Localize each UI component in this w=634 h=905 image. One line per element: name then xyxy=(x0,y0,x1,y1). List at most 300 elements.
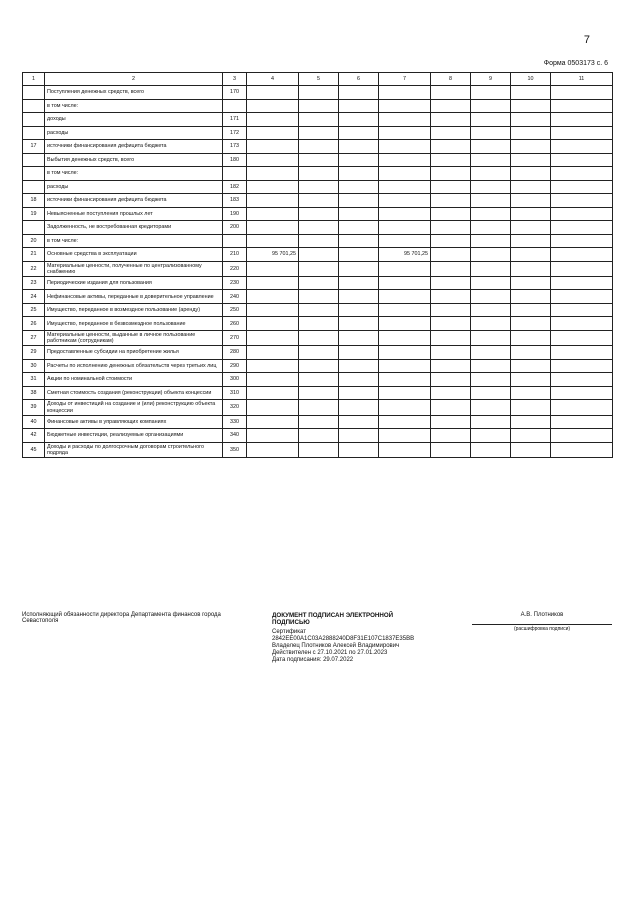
col5-value xyxy=(299,180,339,194)
col6-value xyxy=(339,140,379,154)
table-row xyxy=(23,207,613,221)
col10-value xyxy=(511,140,551,154)
col6-value xyxy=(339,429,379,443)
col4-value xyxy=(247,386,299,400)
col9-value xyxy=(471,126,511,140)
row-code: 280 xyxy=(223,346,247,360)
col6-value xyxy=(339,194,379,208)
row-name: Финансовые активы в управляющих компаниях xyxy=(45,415,223,429)
col11-value xyxy=(551,303,613,317)
col9-value xyxy=(471,234,511,248)
col10-value xyxy=(511,442,551,457)
col4-value xyxy=(247,99,299,113)
row-name: Имущество, переданное в возмездное пользование (аренду) xyxy=(45,303,223,317)
row-name: Имущество, переданное в безвозмездное пользование xyxy=(45,317,223,331)
row-number: 27 xyxy=(23,330,45,345)
row-code: 260 xyxy=(223,317,247,331)
column-header-11: 11 xyxy=(551,73,613,86)
col7-value xyxy=(379,290,431,304)
col10-value xyxy=(511,276,551,290)
table-row xyxy=(23,261,613,276)
col6-value xyxy=(339,359,379,373)
row-name: Задолженность, не востребованная кредиторами xyxy=(45,221,223,235)
col9-value xyxy=(471,415,511,429)
col8-value xyxy=(431,373,471,387)
col9-value xyxy=(471,248,511,262)
row-name: Доходы и расходы по долгосрочным договорам строительного подряда xyxy=(45,442,223,457)
table-row xyxy=(23,221,613,235)
row-name: источники финансирования дефицита бюджета xyxy=(45,194,223,208)
col11-value xyxy=(551,180,613,194)
col11-value xyxy=(551,330,613,345)
row-name: Предоставленные субсидии на приобретение жилья xyxy=(45,346,223,360)
row-number xyxy=(23,86,45,100)
row-name: расходы xyxy=(45,180,223,194)
electronic-signature-block xyxy=(272,612,432,664)
col8-value xyxy=(431,126,471,140)
col9-value xyxy=(471,99,511,113)
row-name: Материальные ценности, полученные по централизованному снабжению xyxy=(45,261,223,276)
row-code: 310 xyxy=(223,386,247,400)
row-name: в том числе: xyxy=(45,167,223,181)
table-row xyxy=(23,373,613,387)
col11-value xyxy=(551,167,613,181)
row-number: 20 xyxy=(23,234,45,248)
col10-value xyxy=(511,373,551,387)
col9-value xyxy=(471,180,511,194)
col11-value xyxy=(551,415,613,429)
col10-value xyxy=(511,180,551,194)
col6-value xyxy=(339,153,379,167)
row-code: 340 xyxy=(223,429,247,443)
row-number: 18 xyxy=(23,194,45,208)
row-number xyxy=(23,221,45,235)
col6-value xyxy=(339,99,379,113)
col8-value xyxy=(431,261,471,276)
form-id: Форма 0503173 с. 6 xyxy=(543,60,608,67)
row-name: Основные средства в эксплуатации xyxy=(45,248,223,262)
row-name: доходы xyxy=(45,113,223,127)
col7-value xyxy=(379,415,431,429)
row-code xyxy=(223,167,247,181)
col8-value xyxy=(431,290,471,304)
row-number: 17 xyxy=(23,140,45,154)
row-number: 21 xyxy=(23,248,45,262)
col8-value xyxy=(431,113,471,127)
row-number xyxy=(23,113,45,127)
table-row xyxy=(23,317,613,331)
col8-value xyxy=(431,359,471,373)
col10-value xyxy=(511,221,551,235)
col4-value xyxy=(247,373,299,387)
row-code: 171 xyxy=(223,113,247,127)
col10-value xyxy=(511,126,551,140)
col4-value xyxy=(247,346,299,360)
col4-value xyxy=(247,415,299,429)
col7-value xyxy=(379,194,431,208)
col8-value xyxy=(431,99,471,113)
col4-value xyxy=(247,400,299,415)
col7-value xyxy=(379,180,431,194)
col6-value xyxy=(339,373,379,387)
table-row xyxy=(23,234,613,248)
col5-value xyxy=(299,86,339,100)
col8-value xyxy=(431,442,471,457)
column-header-7: 7 xyxy=(379,73,431,86)
row-name: Сметная стоимость создания (реконструкции) объекта концессии xyxy=(45,386,223,400)
col4-value xyxy=(247,113,299,127)
col7-value xyxy=(379,303,431,317)
col8-value xyxy=(431,429,471,443)
col10-value xyxy=(511,429,551,443)
col9-value xyxy=(471,317,511,331)
col9-value xyxy=(471,386,511,400)
col4-value xyxy=(247,290,299,304)
col9-value xyxy=(471,429,511,443)
row-name: расходы xyxy=(45,126,223,140)
col9-value xyxy=(471,359,511,373)
table-row xyxy=(23,330,613,345)
row-code: 170 xyxy=(223,86,247,100)
row-number: 29 xyxy=(23,346,45,360)
row-number xyxy=(23,126,45,140)
col8-value xyxy=(431,221,471,235)
row-name: Поступления денежных средств, всего xyxy=(45,86,223,100)
col4-value xyxy=(247,330,299,345)
col4-value: 95 701,25 xyxy=(247,248,299,262)
col11-value xyxy=(551,317,613,331)
row-code xyxy=(223,234,247,248)
col11-value xyxy=(551,400,613,415)
col8-value xyxy=(431,180,471,194)
col7-value xyxy=(379,442,431,457)
col5-value xyxy=(299,303,339,317)
col10-value xyxy=(511,167,551,181)
row-name: Периодические издания для пользования xyxy=(45,276,223,290)
col10-value xyxy=(511,86,551,100)
col7-value xyxy=(379,207,431,221)
col11-value xyxy=(551,113,613,127)
col4-value xyxy=(247,207,299,221)
col11-value xyxy=(551,126,613,140)
col10-value xyxy=(511,153,551,167)
column-header-8: 8 xyxy=(431,73,471,86)
col6-value xyxy=(339,261,379,276)
col4-value xyxy=(247,126,299,140)
col8-value xyxy=(431,330,471,345)
page-number: 7 xyxy=(583,34,590,46)
row-name: Расчеты по исполнению денежных обязательств через третьих лиц xyxy=(45,359,223,373)
col5-value xyxy=(299,290,339,304)
col9-value xyxy=(471,290,511,304)
col5-value xyxy=(299,276,339,290)
col6-value xyxy=(339,180,379,194)
col8-value xyxy=(431,276,471,290)
col8-value xyxy=(431,207,471,221)
column-header-2: 2 xyxy=(45,73,223,86)
row-code: 320 xyxy=(223,400,247,415)
col11-value xyxy=(551,429,613,443)
row-code: 182 xyxy=(223,180,247,194)
col9-value xyxy=(471,221,511,235)
col7-value xyxy=(379,359,431,373)
col4-value xyxy=(247,261,299,276)
col9-value xyxy=(471,303,511,317)
row-name: Бюджетные инвестиции, реализуемые организациями xyxy=(45,429,223,443)
col5-value xyxy=(299,359,339,373)
col11-value xyxy=(551,153,613,167)
col8-value xyxy=(431,234,471,248)
col5-value xyxy=(299,429,339,443)
col6-value xyxy=(339,234,379,248)
col10-value xyxy=(511,317,551,331)
signing-date: Дата подписания: 29.07.2022 xyxy=(272,657,354,663)
row-code: 290 xyxy=(223,359,247,373)
col9-value xyxy=(471,167,511,181)
col5-value xyxy=(299,234,339,248)
col10-value xyxy=(511,113,551,127)
col9-value xyxy=(471,113,511,127)
col9-value xyxy=(471,153,511,167)
col8-value xyxy=(431,400,471,415)
col4-value xyxy=(247,153,299,167)
row-code: 250 xyxy=(223,303,247,317)
report-table xyxy=(22,72,613,458)
col11-value xyxy=(551,140,613,154)
col11-value xyxy=(551,194,613,208)
col4-value xyxy=(247,276,299,290)
col8-value xyxy=(431,167,471,181)
column-header-5: 5 xyxy=(299,73,339,86)
col7-value xyxy=(379,330,431,345)
col6-value xyxy=(339,276,379,290)
column-header-3: 3 xyxy=(223,73,247,86)
col4-value xyxy=(247,180,299,194)
row-code: 183 xyxy=(223,194,247,208)
col10-value xyxy=(511,207,551,221)
col8-value xyxy=(431,86,471,100)
signer-name: А.В. Плотников xyxy=(520,612,564,618)
row-code: 240 xyxy=(223,290,247,304)
col4-value xyxy=(247,429,299,443)
col5-value xyxy=(299,207,339,221)
table-row xyxy=(23,113,613,127)
col6-value xyxy=(339,167,379,181)
table-row xyxy=(23,140,613,154)
row-name: в том числе: xyxy=(45,234,223,248)
col4-value xyxy=(247,194,299,208)
table-row xyxy=(23,386,613,400)
signer-name-block xyxy=(472,612,612,632)
table-row xyxy=(23,346,613,360)
col7-value xyxy=(379,167,431,181)
table-row xyxy=(23,400,613,415)
table-row xyxy=(23,290,613,304)
col10-value xyxy=(511,290,551,304)
col11-value xyxy=(551,207,613,221)
col5-value xyxy=(299,99,339,113)
col10-value xyxy=(511,194,551,208)
col5-value xyxy=(299,194,339,208)
table-body xyxy=(23,86,613,458)
col8-value xyxy=(431,303,471,317)
col8-value xyxy=(431,317,471,331)
table-row xyxy=(23,180,613,194)
row-number xyxy=(23,99,45,113)
col10-value xyxy=(511,248,551,262)
column-header-1: 1 xyxy=(23,73,45,86)
col7-value xyxy=(379,140,431,154)
col11-value xyxy=(551,442,613,457)
col7-value xyxy=(379,99,431,113)
col8-value xyxy=(431,386,471,400)
col7-value xyxy=(379,400,431,415)
row-code: 330 xyxy=(223,415,247,429)
table-row xyxy=(23,99,613,113)
col10-value xyxy=(511,346,551,360)
executive-title: Исполняющий обязанности директора Департамента финансов города Севастополя xyxy=(22,612,221,624)
col4-value xyxy=(247,303,299,317)
col11-value xyxy=(551,346,613,360)
table-row xyxy=(23,442,613,457)
table-row xyxy=(23,276,613,290)
col6-value xyxy=(339,415,379,429)
row-code: 210 xyxy=(223,248,247,262)
col8-value xyxy=(431,346,471,360)
col6-value xyxy=(339,113,379,127)
col6-value xyxy=(339,386,379,400)
col11-value xyxy=(551,86,613,100)
col7-value xyxy=(379,261,431,276)
col5-value xyxy=(299,140,339,154)
col5-value xyxy=(299,330,339,345)
table-row xyxy=(23,126,613,140)
col7-value xyxy=(379,86,431,100)
row-name: Акции по номинальной стоимости xyxy=(45,373,223,387)
row-number: 26 xyxy=(23,317,45,331)
column-header-10: 10 xyxy=(511,73,551,86)
table-row xyxy=(23,153,613,167)
col7-value xyxy=(379,346,431,360)
row-code: 180 xyxy=(223,153,247,167)
col6-value xyxy=(339,207,379,221)
col6-value xyxy=(339,86,379,100)
col11-value xyxy=(551,261,613,276)
col5-value xyxy=(299,248,339,262)
row-code: 230 xyxy=(223,276,247,290)
col5-value xyxy=(299,386,339,400)
row-number: 42 xyxy=(23,429,45,443)
col5-value xyxy=(299,442,339,457)
row-number: 25 xyxy=(23,303,45,317)
col7-value xyxy=(379,276,431,290)
col7-value xyxy=(379,221,431,235)
col5-value xyxy=(299,317,339,331)
row-number xyxy=(23,180,45,194)
row-number xyxy=(23,153,45,167)
col9-value xyxy=(471,276,511,290)
row-code: 350 xyxy=(223,442,247,457)
table-row xyxy=(23,194,613,208)
col7-value xyxy=(379,373,431,387)
col6-value xyxy=(339,290,379,304)
row-code: 270 xyxy=(223,330,247,345)
col10-value xyxy=(511,415,551,429)
row-code: 190 xyxy=(223,207,247,221)
certificate-validity: Действителен с 27.10.2021 по 27.01.2023 xyxy=(272,650,388,656)
col6-value xyxy=(339,126,379,140)
col7-value xyxy=(379,429,431,443)
table-row xyxy=(23,415,613,429)
row-name: Выбытия денежных средств, всего xyxy=(45,153,223,167)
col7-value xyxy=(379,386,431,400)
table-row xyxy=(23,303,613,317)
table-row xyxy=(23,359,613,373)
col11-value xyxy=(551,386,613,400)
col6-value xyxy=(339,303,379,317)
col5-value xyxy=(299,221,339,235)
col11-value xyxy=(551,290,613,304)
col11-value xyxy=(551,221,613,235)
col7-value xyxy=(379,113,431,127)
col7-value xyxy=(379,317,431,331)
row-code: 200 xyxy=(223,221,247,235)
row-number: 40 xyxy=(23,415,45,429)
row-code: 173 xyxy=(223,140,247,154)
row-number: 39 xyxy=(23,400,45,415)
col9-value xyxy=(471,194,511,208)
col6-value xyxy=(339,330,379,345)
table-row xyxy=(23,248,613,262)
col11-value xyxy=(551,248,613,262)
row-number: 19 xyxy=(23,207,45,221)
row-name: Материальные ценности, выданные в личное пользование работникам (сотрудникам) xyxy=(45,330,223,345)
row-number: 31 xyxy=(23,373,45,387)
col11-value xyxy=(551,276,613,290)
col10-value xyxy=(511,386,551,400)
col6-value xyxy=(339,317,379,331)
col9-value xyxy=(471,207,511,221)
col11-value xyxy=(551,234,613,248)
col9-value xyxy=(471,330,511,345)
row-number xyxy=(23,167,45,181)
row-name: в том числе: xyxy=(45,99,223,113)
col4-value xyxy=(247,317,299,331)
table-row xyxy=(23,86,613,100)
col5-value xyxy=(299,400,339,415)
col10-value xyxy=(511,303,551,317)
col10-value xyxy=(511,400,551,415)
row-number: 23 xyxy=(23,276,45,290)
certificate-number: 2842EE00A1C03A2888240D8F31E107C1837E35BB xyxy=(272,636,415,642)
col11-value xyxy=(551,99,613,113)
col10-value xyxy=(511,359,551,373)
signer-name-caption: (расшифровка подписи) xyxy=(472,624,612,632)
col10-value xyxy=(511,330,551,345)
col5-value xyxy=(299,415,339,429)
certificate-label: Сертификат xyxy=(272,629,306,635)
col7-value xyxy=(379,234,431,248)
signature-title: ДОКУМЕНТ ПОДПИСАН ЭЛЕКТРОННОЙ ПОДПИСЬЮ xyxy=(272,612,394,626)
col9-value xyxy=(471,373,511,387)
col9-value xyxy=(471,346,511,360)
col11-value xyxy=(551,359,613,373)
col8-value xyxy=(431,248,471,262)
col6-value xyxy=(339,400,379,415)
col4-value xyxy=(247,86,299,100)
certificate-owner: Владелец Плотников Алексей Владимирович xyxy=(272,643,400,649)
col5-value xyxy=(299,346,339,360)
